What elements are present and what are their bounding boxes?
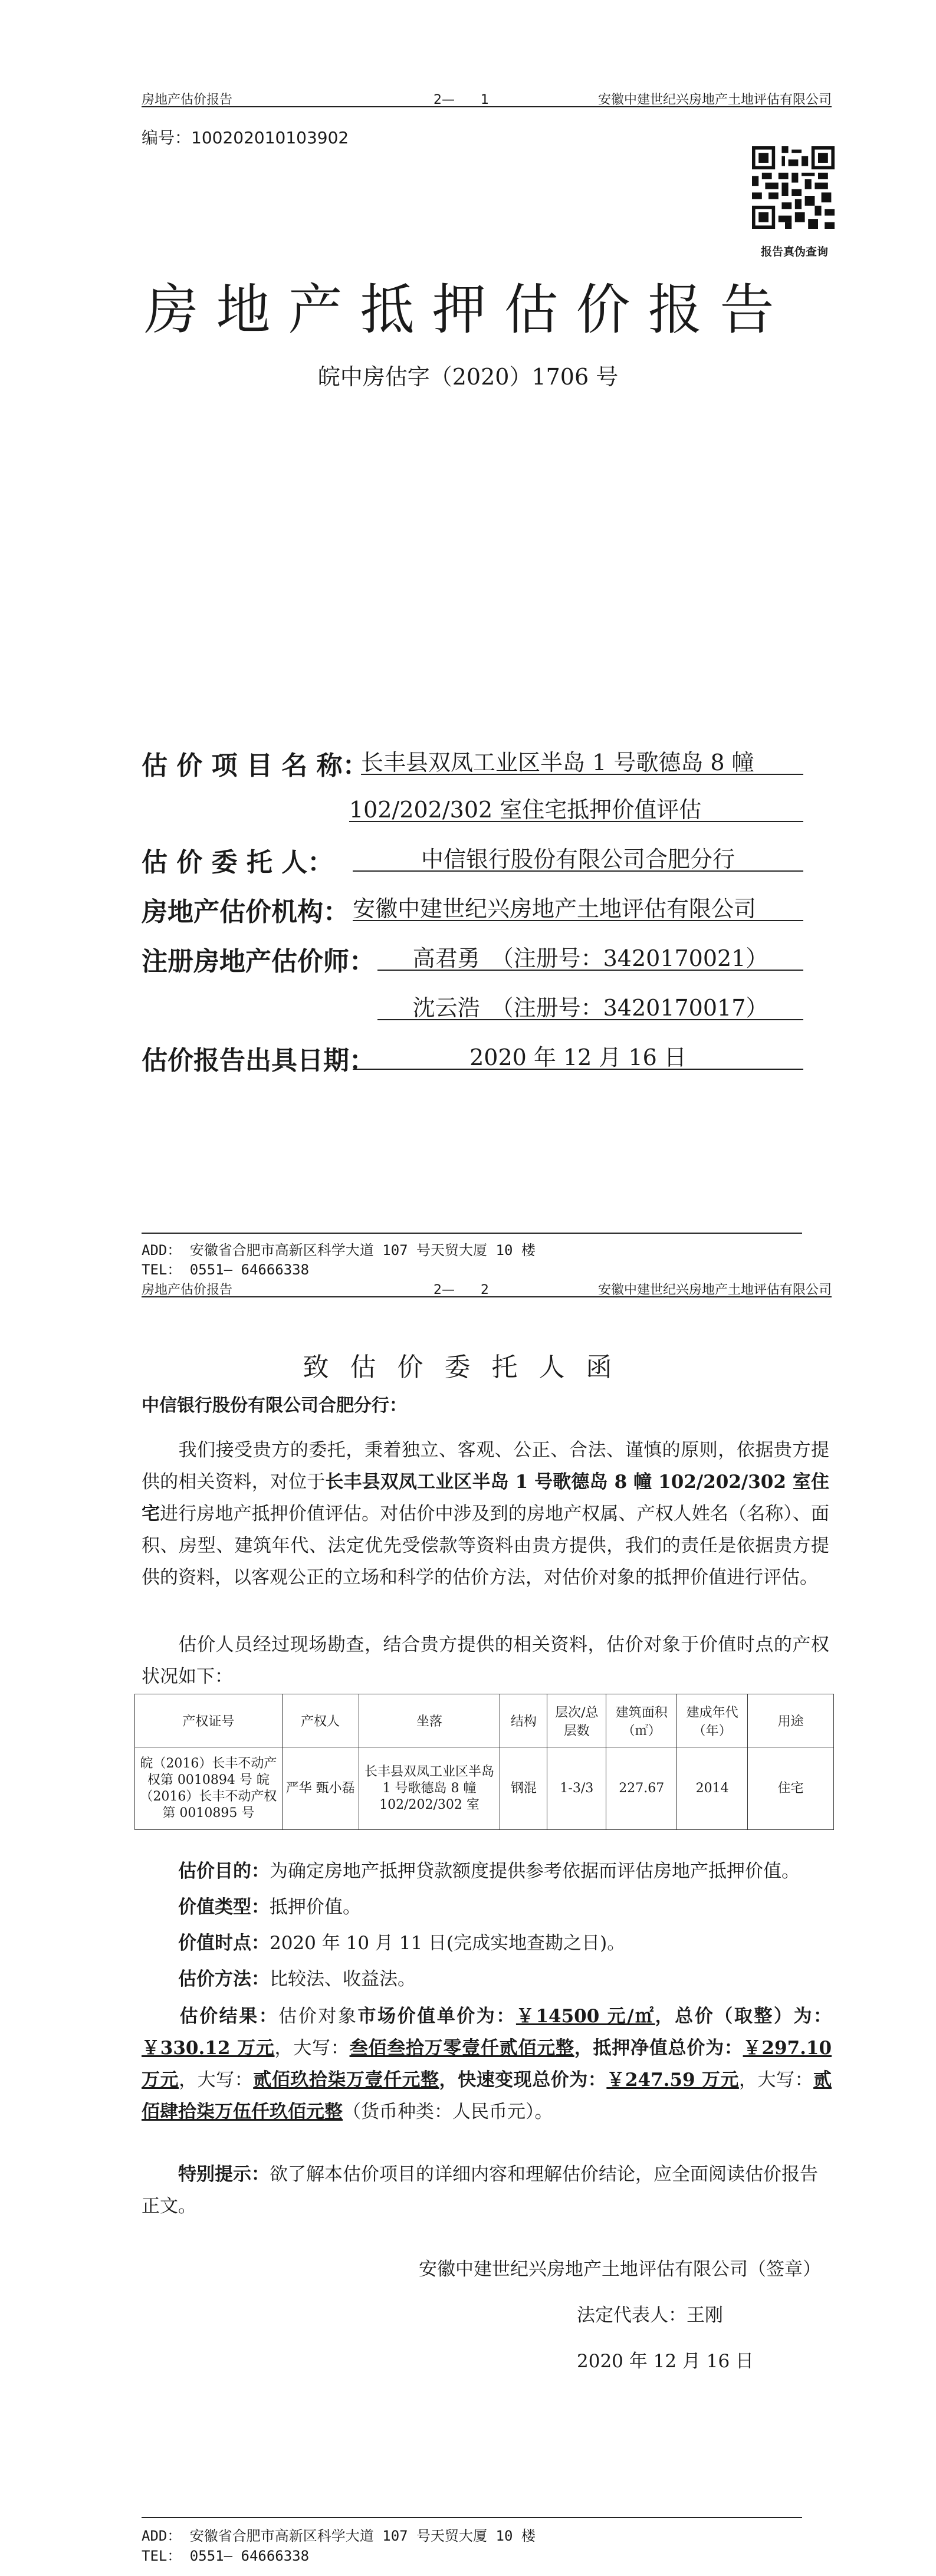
- report-title: 房地产抵押估价报告: [144, 278, 792, 341]
- legal-representative: 法定代表人：王刚: [577, 2305, 723, 2326]
- table-header-cell: 建成年代（年）: [677, 1694, 748, 1747]
- footer-address: ADD： 安徽省合肥市高新区科学大道 107 号天贸大厦 10 楼: [142, 2528, 536, 2544]
- footer-address: ADD： 安徽省合肥市高新区科学大道 107 号天贸大厦 10 楼: [142, 1242, 536, 1259]
- issue-date-label: 估价报告出具日期：: [142, 1046, 375, 1076]
- table-cell: 长丰县双凤工业区半岛 1 号歌德岛 8 幢 102/202/302 室: [359, 1747, 500, 1830]
- project-name-line1: 长丰县双凤工业区半岛 1 号歌德岛 8 幢: [361, 744, 803, 775]
- letter-addressee: 中信银行股份有限公司合肥分行：: [142, 1395, 407, 1416]
- report-cover-page: [0, 0, 936, 1280]
- table-row: [135, 1747, 834, 1830]
- valuation-purpose: 估价目的：为确定房地产抵押贷款额度提供参考依据而评估房地产抵押价值。: [178, 1861, 800, 1882]
- letter-paragraph-1: 我们接受贵方的委托，秉着独立、客观、公正、合法、谨慎的原则，依据贵方提供的相关资料，对位于长丰县双凤工业区半岛 1 号歌德岛 8 幢 102/202/302 室住宅进行房地产抵押价值评估。对估价中涉及到的房地产权属、产权人姓名（名称）、面积、房型、建筑年代、法定优先受偿款等资料由贵方提供，我们的责任是依据贵方提供的资料，以客观公正的立场和科学的估价方法，对估价对象的抵押价值进行评估。: [142, 1440, 830, 1588]
- footer-phone: TEL： 0551— 64666338: [142, 2548, 310, 2564]
- special-notice: 特别提示：欲了解本估价项目的详细内容和理解估价结论，应全面阅读估价报告正文。: [142, 2164, 818, 2217]
- project-name-line2: 102/202/302 室住宅抵押价值评估: [349, 791, 803, 822]
- footer-phone: TEL： 0551— 64666338: [142, 1261, 310, 1278]
- agency-value: 安徽中建世纪兴房地产土地评估有限公司: [353, 891, 803, 921]
- letter-page: [0, 1280, 936, 2576]
- table-cell: 钢混: [500, 1747, 547, 1830]
- table-header-cell: 用途: [748, 1694, 834, 1747]
- table-header-cell: 结构: [500, 1694, 547, 1747]
- letter-paragraph-2: 估价人员经过现场勘查，结合贵方提供的相关资料，估价对象于价值时点的产权状况如下：: [142, 1634, 829, 1687]
- table-cell: 严华 甄小磊: [282, 1747, 359, 1830]
- signer-company: 安徽中建世纪兴房地产土地评估有限公司（签章）: [419, 2259, 821, 2280]
- page-header: [142, 90, 832, 107]
- table-header-row: [135, 1694, 834, 1747]
- table-cell: 1-3/3: [547, 1747, 606, 1830]
- table-header-cell: 建筑面积（㎡）: [606, 1694, 677, 1747]
- signature-date: 2020 年 12 月 16 日: [577, 2351, 754, 2372]
- agency-label: 房地产估价机构：: [142, 897, 349, 927]
- header-left: 房地产估价报告: [142, 93, 233, 107]
- appraiser-label: 注册房地产估价师：: [142, 947, 375, 977]
- header-left: 房地产估价报告: [142, 1283, 233, 1297]
- header-company: 安徽中建世纪兴房地产土地评估有限公司: [597, 1283, 832, 1297]
- table-header-cell: 坐落: [359, 1694, 500, 1747]
- value-type: 价值类型：抵押价值。: [178, 1897, 361, 1918]
- qr-code-icon[interactable]: [752, 146, 835, 229]
- header-company: 安徽中建世纪兴房地产土地评估有限公司: [597, 93, 832, 107]
- issue-date-value: 2020 年 12 月 16 日: [353, 1039, 803, 1070]
- project-name-label: 估 价 项 目 名 称：: [142, 751, 369, 781]
- document-number: 皖中房估字（2020）1706 号: [317, 364, 619, 390]
- footer-divider: [142, 2517, 802, 2518]
- value-date: 价值时点：2020 年 10 月 11 日(完成实地查勘之日)。: [178, 1933, 626, 1954]
- client-label: 估 价 委 托 人：: [142, 847, 334, 878]
- footer-divider: [142, 1233, 802, 1234]
- appraiser-1-value: 高君勇 （注册号：3420170021）: [377, 940, 803, 971]
- table-cell: 227.67: [606, 1747, 677, 1830]
- page-header: [142, 1280, 832, 1297]
- letter-title: 致估价委托人函: [303, 1352, 633, 1382]
- valuation-method: 估价方法：比较法、收益法。: [178, 1969, 416, 1990]
- appraiser-2-value: 沈云浩 （注册号：3420170017）: [377, 990, 803, 1020]
- table-header-cell: 层次/总层数: [547, 1694, 606, 1747]
- table-cell: 皖（2016）长丰不动产权第 0010894 号 皖（2016）长丰不动产权第 0010895 号: [135, 1747, 283, 1830]
- table-cell: 住宅: [748, 1747, 834, 1830]
- table-cell: 2014: [677, 1747, 748, 1830]
- header-page-number: 2— 2: [433, 1283, 489, 1297]
- header-page-number: 2— 1: [433, 93, 489, 107]
- valuation-result: 估价结果：估价对象市场价值单价为：￥14500 元/㎡，总价（取整）为：￥330.12 万元，大写：叁佰叁拾万零壹仟贰佰元整，抵押净值总价为：￥297.10 万元，大写：贰佰玖拾柒万壹仟元整，快速变现总价为：￥247.59 万元，大写：贰佰肆拾柒万伍仟玖佰元整（货币种类：人民币元）。: [142, 2006, 832, 2122]
- client-value: 中信银行股份有限公司合肥分行: [353, 841, 803, 872]
- table-header-cell: 产权证号: [135, 1694, 283, 1747]
- report-serial-number: 编号：100202010103902: [142, 128, 349, 147]
- table-header-cell: 产权人: [282, 1694, 359, 1747]
- property-rights-table: [134, 1694, 834, 1830]
- qr-verify-label: 报告真伪查询: [760, 245, 828, 258]
